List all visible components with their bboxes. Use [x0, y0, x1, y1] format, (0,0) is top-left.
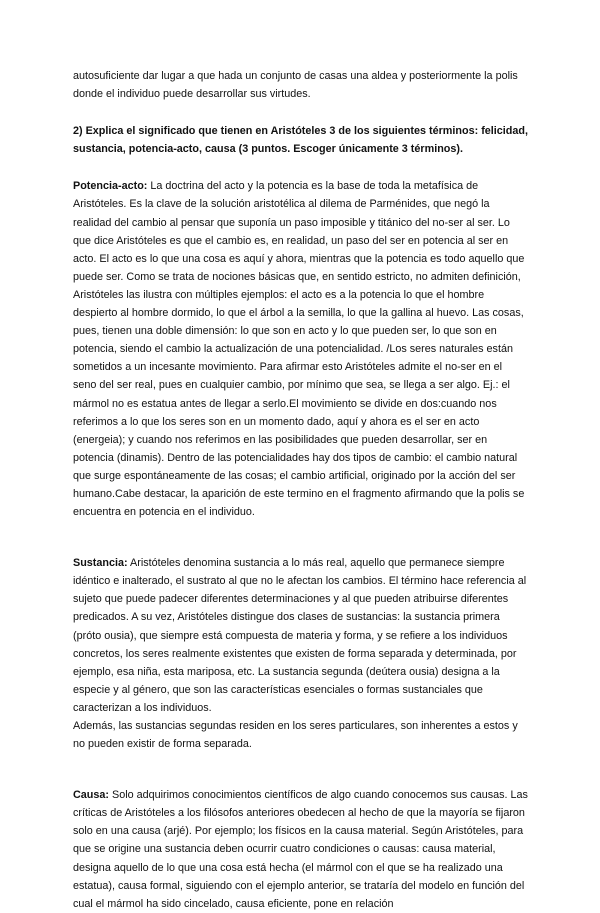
section-potencia-acto: [73, 177, 528, 521]
sustancia-extra-text: Además, las sustancias segundas residen en los seres particulares, son inherentes a estos y no pueden existir de forma separada.: [73, 720, 518, 751]
causa-text: Solo adquirimos conocimientos científicos de algo cuando conocemos sus causas. Las críticas de Aristóteles a los filósofos anteriores obedecen al hecho de que la mayoría se fijaron solo en una causa (arjé). Por ejemplo; los físicos en la causa material. Según Aristóteles, para que se origine una sustancia deben ocurrir cuatro condiciones o causas: causa material, designa aquello de lo que una cosa está hecha (el mármol con el que se ha realizado una estatua), causa formal, siguiendo con el ejemplo anterior, se trataría del modelo en función del cual el mármol ha sido cincelado, causa eficiente, pone en relación: [73, 789, 528, 910]
document-page: [73, 67, 528, 913]
question-heading: 2) Explica el significado que tienen en Aristóteles 3 de los siguientes términos: felicidad, sustancia, potencia-acto, causa (3 puntos. Escoger únicamente 3 términos).: [73, 125, 528, 156]
term-sustancia: Sustancia:: [73, 557, 128, 570]
section-sustancia: [73, 554, 528, 717]
sustancia-text: Aristóteles denomina sustancia a lo más real, aquello que permanece siempre idéntico e inalterado, el sustrato al que no le afectan los cambios. El término hace referencia al sujeto que puede padecer diferentes determinaciones y al que pueden atribuirse diferentes predicados. A su vez, Aristóteles distingue dos clases de sustancias: la sustancia primera (próto ousia), que siempre está compuesta de materia y forma, y se refiere a los individuos concretos, los seres realmente existentes que existen de forma separada y determinada, por ejemplo, esa niña, esta mariposa, etc. La sustancia segunda (deútera ousia) designa a la especie y al género, que son las características esenciales o formas sustanciales que caracterizan a los individuos.: [73, 557, 527, 714]
section-causa: [73, 786, 528, 913]
term-potencia-acto: Potencia-acto:: [73, 180, 148, 193]
term-causa: Causa:: [73, 789, 110, 802]
potencia-acto-text: La doctrina del acto y la potencia es la base de toda la metafísica de Aristóteles. Es la clave de la solución aristotélica al dilema de Parménides, que negó la realidad del cambio al pensar que suponía un paso imposible y titánico del no-ser al ser. Lo que dice Aristóteles es que el cambio es, en realidad, un paso del ser en potencia al ser en acto. El acto es lo que una cosa es aquí y ahora, mientras que la potencia es todo aquello que puede ser. Como se trata de nociones básicas que, en sentido estricto, no admiten definición, Aristóteles las ilustra con múltiples ejemplos: el acto es a la potencia lo que el hombre despierto al hombre dormido, lo que el árbol a la semilla, lo que la gallina al huevo. Las cosas, pues, tienen una doble dimensión: lo que son en acto y lo que pueden ser, lo que son en potencia, siendo el cambio la actualización de una potencialidad. /Los seres naturales están sometidos a un incesante movimiento. Para afirmar esto Aristóteles admite el no-ser en el seno del ser real, pues en cualquier cambio, por mínimo que sea, se llega a ser algo. Ej.: el mármol no es estatua antes de llegar a serlo.El movimiento se divide en dos:cuando nos referimos a lo que los seres son en un momento dado, aquí y ahora es el ser en acto (energeia); y cuando nos referimos en las posibilidades que pueden desarrollar, ser en potencia (dinamis). Dentro de las potencialidades hay dos tipos de cambio: el cambio natural que surge espontáneamente de las cosas; el cambio artificial, originado por la acción del ser humano.Cabe destacar, la aparición de este termino en el fragmento afirmando que la polis se encuentra en potencia en el individuo.: [73, 180, 525, 519]
intro-paragraph: autosuficiente dar lugar a que hada un conjunto de casas una aldea y posteriormente la polis donde el individuo puede desarrollar sus virtudes.: [73, 70, 518, 101]
